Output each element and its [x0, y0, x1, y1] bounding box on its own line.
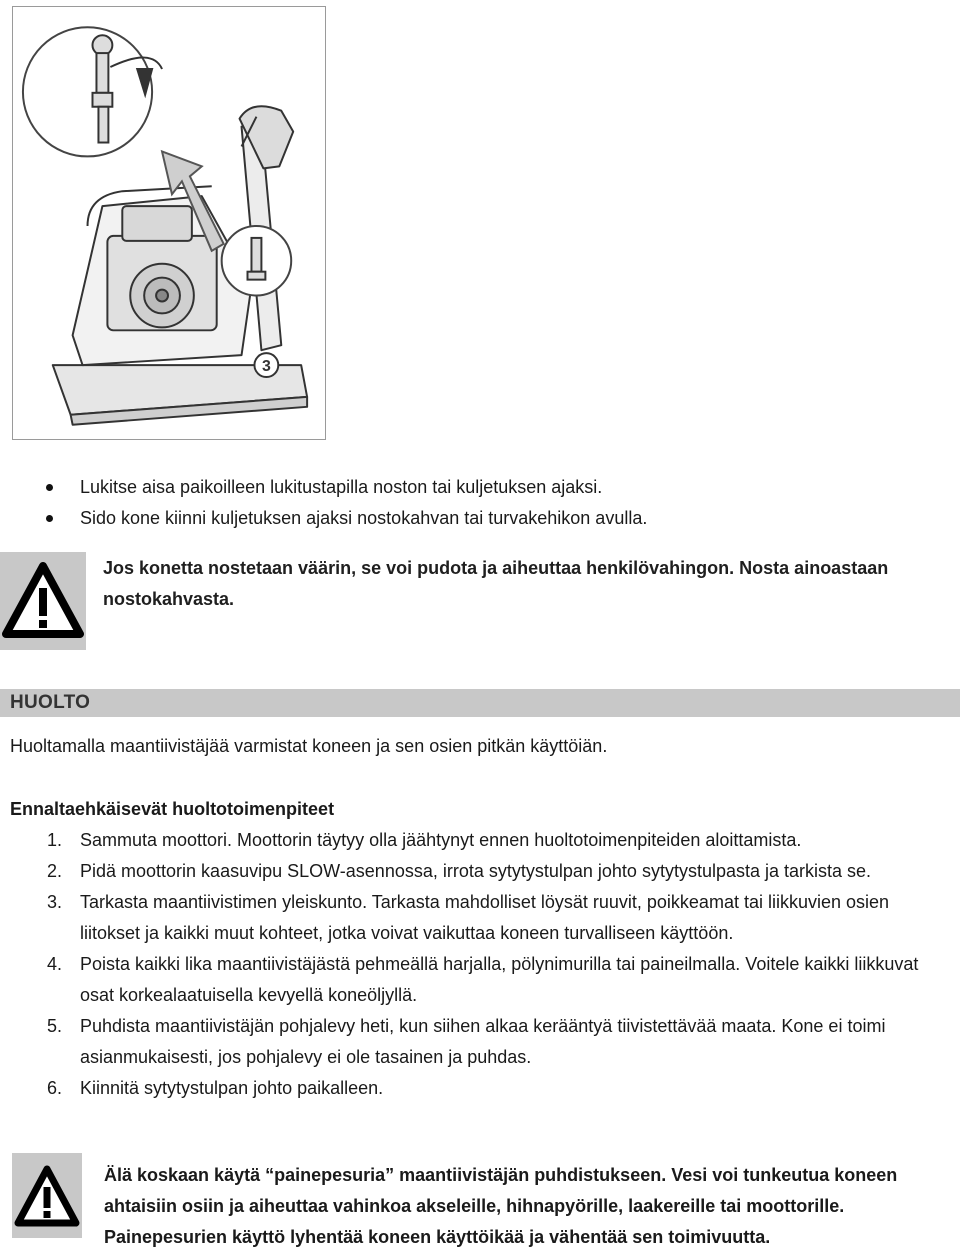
subheading: Ennaltaehkäisevät huoltotoimenpiteet: [10, 799, 335, 819]
bullet-dot: [46, 515, 53, 522]
list-item: [0, 949, 960, 1011]
step-text: Pidä moottorin kaasuvipu SLOW-asennossa, irrota sytytystulpan johto sytytystulpasta ja tarkista se.: [80, 861, 872, 881]
step-number: 2.: [47, 861, 63, 881]
bullet-dot: [46, 484, 53, 491]
step-number: 6.: [47, 1078, 63, 1098]
step-number: 4.: [47, 954, 63, 974]
list-item: [0, 887, 960, 949]
bullet-text: Lukitse aisa paikoilleen lukitustapilla noston tai kuljetuksen ajaksi.: [80, 477, 603, 497]
step-text: Tarkasta maantiivistimen yleiskunto. Tarkasta mahdolliset löysät ruuvit, poikkeamat tai liikkuvien osien liitokset ja kaikki muut kohteet, jotka voivat vaikuttaa koneen turvalliseen käyttöön.: [80, 892, 890, 943]
list-item: [0, 1011, 960, 1073]
section-title: HUOLTO: [10, 692, 91, 713]
warning-bold-text: Jos konetta nostetaan väärin, se voi pudota ja aiheuttaa henkilövahingon.: [103, 558, 735, 578]
section-intro: Huoltamalla maantiivistäjää varmistat koneen ja sen osien pitkän käyttöiän.: [10, 736, 608, 756]
step-number: 3.: [47, 892, 63, 912]
callout-number: 3: [261, 358, 271, 376]
warning-text-2: Älä koskaan käytä “painepesuria” maantiivistäjän puhdistukseen. Vesi voi tunkeutua koneen ahtaisiin osiin ja aiheuttaa vahinkoa akseleille, hihnapyörille, laakereille tai moottorille. Painepesurien käyttö lyhentää koneen käyttöikää ja vähentää sen toimivuutta.: [104, 1165, 898, 1247]
warning-box: [12, 1153, 82, 1238]
list-item: [40, 503, 940, 534]
step-text: Poista kaikki lika maantiivistäjästä pehmeällä harjalla, pölynimurilla tai paineilmalla. Voitele kaikki liikkuvat osat korkealaatuisella kevyellä koneöljyllä.: [80, 954, 919, 1005]
warning-text-1: [103, 553, 953, 615]
step-text: Kiinnitä sytytystulpan johto paikalleen.: [80, 1078, 384, 1098]
warning-triangle-icon: [12, 1153, 82, 1238]
section-header-bar: [0, 689, 960, 717]
list-item: [0, 1073, 960, 1104]
warning-box: [0, 552, 86, 650]
step-number: 5.: [47, 1016, 63, 1036]
list-item: [40, 472, 940, 503]
warning-plain-text: Nosta ainoastaan nostokahvasta.: [103, 558, 889, 609]
bullet-list: [40, 472, 940, 534]
bullet-text: Sido kone kiinni kuljetuksen ajaksi nostokahvan tai turvakehikon avulla.: [80, 508, 648, 528]
list-item: [0, 856, 960, 887]
list-item: [0, 825, 960, 856]
steps-list: [0, 825, 960, 1104]
warning-triangle-icon: [0, 552, 86, 650]
step-text: Puhdista maantiivistäjän pohjalevy heti, kun siihen alkaa kerääntyä tiivistettävää maata. Kone ei toimi asianmukaisesti, jos pohjalevy ei ole tasainen ja puhdas.: [80, 1016, 886, 1067]
compactor-illustration: [12, 6, 326, 440]
step-number: 1.: [47, 830, 63, 850]
step-text: Sammuta moottori. Moottorin täytyy olla jäähtynyt ennen huoltotoimenpiteiden aloittamista.: [80, 830, 802, 850]
